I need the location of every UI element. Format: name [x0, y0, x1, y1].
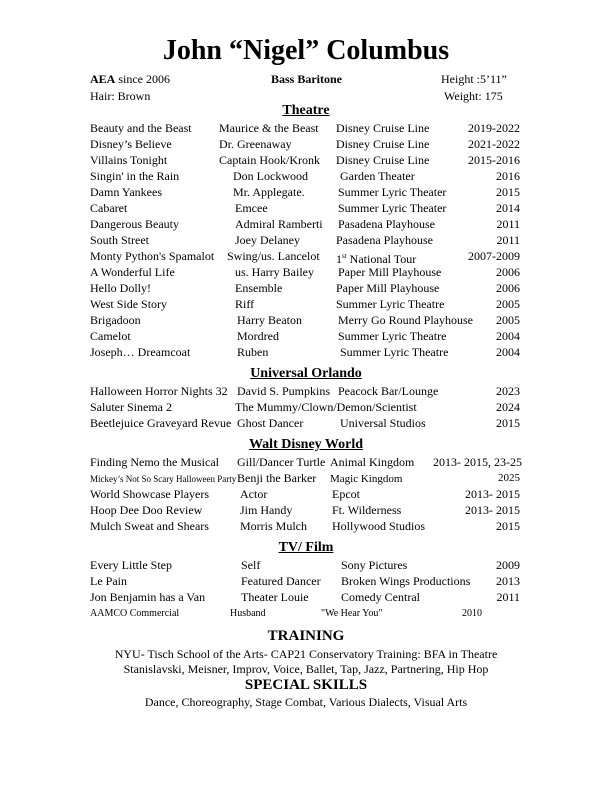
weight-stat: Weight: 175	[444, 89, 503, 103]
credit-year: 2013- 2015, 23-25	[433, 455, 522, 469]
credit-year: 2005	[496, 297, 520, 311]
credit-venue: Pasadena Playhouse	[338, 217, 435, 231]
credit-row	[0, 519, 612, 534]
credit-row	[0, 121, 612, 136]
credit-role: Actor	[240, 487, 268, 501]
credit-role: Maurice & the Beast	[219, 121, 319, 135]
credit-venue: Pasadena Playhouse	[336, 233, 433, 247]
credit-venue: Summer Lyric Theater	[338, 201, 447, 215]
credit-role: Jim Handy	[240, 503, 293, 517]
credit-role: David S. Pumpkins	[237, 384, 331, 398]
wdw-heading: Walt Disney World	[248, 437, 364, 452]
credit-row	[0, 201, 612, 216]
credit-role: Husband	[230, 608, 266, 619]
credit-show: Mickey’s Not So Scary Halloween Party	[90, 474, 237, 484]
credit-show: Singin' in the Rain	[90, 169, 180, 183]
credit-row	[0, 185, 612, 200]
credit-year: 2013- 2015	[465, 503, 520, 517]
hair-stat: Hair: Brown	[90, 89, 151, 103]
height-stat: Height :5’11”	[441, 72, 507, 86]
venue-ordinal: 1	[336, 252, 342, 266]
credit-row	[0, 169, 612, 184]
credit-role: Emcee	[235, 201, 268, 215]
credit-year: 2009	[496, 558, 520, 572]
credit-year: 2006	[496, 281, 520, 295]
credit-venue: Hollywood Studios	[332, 519, 426, 533]
training-methods: Stanislavski, Meisner, Improv, Voice, Ballet, Tap, Jazz, Partnering, Hip Hop	[123, 662, 489, 676]
credit-row	[0, 487, 612, 502]
credit-show: Beauty and the Beast	[90, 121, 192, 135]
credit-venue: Broken Wings Productions	[341, 574, 471, 588]
credit-year: 2021-2022	[468, 137, 520, 151]
credit-year: 2004	[496, 329, 520, 343]
credit-year: 2014	[496, 201, 520, 215]
credit-role: Featured Dancer	[241, 574, 321, 588]
credit-year: 2015	[496, 416, 520, 430]
credit-year: 2011	[496, 590, 520, 604]
credit-show: Halloween Horror Nights 32	[90, 384, 228, 398]
credit-show: Le Pain	[90, 574, 127, 588]
credit-row	[0, 455, 612, 470]
credit-row	[0, 329, 612, 344]
credit-role: Gill/Dancer Turtle	[237, 455, 326, 469]
credit-role: Ghost Dancer	[237, 416, 304, 430]
skills-heading: SPECIAL SKILLS	[244, 677, 368, 693]
credit-venue: Garden Theater	[340, 169, 415, 183]
credit-role: Joey Delaney	[235, 233, 300, 247]
credit-year: 2007-2009	[468, 249, 520, 263]
tvfilm-heading: TV/ Film	[278, 540, 334, 555]
credit-role: us. Harry Bailey	[235, 265, 314, 279]
universal-heading: Universal Orlando	[250, 366, 362, 381]
credit-show: Saluter Sinema 2	[90, 400, 172, 414]
venue-ordinal-suffix: st	[342, 252, 347, 260]
credit-role: Don Lockwood	[233, 169, 308, 183]
credit-year: 2023	[496, 384, 520, 398]
credit-show: Dangerous Beauty	[90, 217, 179, 231]
resume-name: John “Nigel” Columbus	[162, 35, 450, 66]
credit-row	[0, 137, 612, 152]
credit-year: 2013- 2015	[465, 487, 520, 501]
credit-role: Swing/us. Lancelot	[227, 249, 320, 263]
credit-venue: Summer Lyric Theatre	[336, 297, 445, 311]
credit-row	[0, 233, 612, 248]
credit-row	[0, 416, 612, 431]
training-heading: TRAINING	[267, 628, 345, 644]
credit-row	[0, 400, 612, 415]
credit-row	[0, 558, 612, 573]
credit-row	[0, 249, 612, 264]
credit-show: Damn Yankees	[90, 185, 162, 199]
credit-row	[0, 217, 612, 232]
credit-venue: Magic Kingdom	[330, 473, 403, 485]
credit-venue: Disney Cruise Line	[336, 137, 430, 151]
theatre-heading: Theatre	[282, 103, 330, 118]
credit-show: West Side Story	[90, 297, 168, 311]
credit-venue: Disney Cruise Line	[336, 121, 430, 135]
credit-show: Camelot	[90, 329, 131, 343]
credit-venue: Peacock Bar/Lounge	[338, 384, 439, 398]
credit-role: Benji the Barker	[237, 471, 317, 485]
credit-year: 2015	[496, 185, 520, 199]
credit-show: Villains Tonight	[90, 153, 168, 167]
credit-show: Monty Python's Spamalot	[90, 249, 215, 263]
credit-row	[0, 153, 612, 168]
credit-row	[0, 345, 612, 360]
credit-venue: Paper Mill Playhouse	[338, 265, 442, 279]
credit-show: Every Little Step	[90, 558, 172, 572]
credit-role: Harry Beaton	[237, 313, 302, 327]
venue-tour: National Tour	[346, 252, 417, 266]
credit-role: Admiral Ramberti	[235, 217, 323, 231]
credit-show: AAMCO Commercial	[90, 608, 180, 619]
credit-venue: Epcot	[332, 487, 360, 501]
credit-role: Ruben	[237, 345, 269, 359]
credit-role: Riff	[235, 297, 255, 311]
credit-year: 2006	[496, 265, 520, 279]
credit-role: The Mummy/Clown/Demon/Scientist	[235, 400, 417, 414]
credit-role: Mr. Applegate.	[233, 185, 305, 199]
credit-venue: Universal Studios	[340, 416, 426, 430]
credit-show: Brigadoon	[90, 313, 141, 327]
credit-show: Beetlejuice Graveyard Revue	[90, 416, 232, 430]
credit-show: Hello Dolly!	[90, 281, 151, 295]
credit-row	[0, 265, 612, 280]
credit-venue: Disney Cruise Line	[336, 153, 430, 167]
credit-venue: Merry Go Round Playhouse	[338, 313, 473, 327]
credit-year: 2024	[496, 400, 520, 414]
credit-row	[0, 297, 612, 312]
voice-type: Bass Baritone	[271, 72, 343, 86]
credit-show: World Showcase Players	[90, 487, 210, 501]
credit-year: 2011	[496, 217, 520, 231]
credit-year: 2005	[496, 313, 520, 327]
credit-show: Hoop Dee Doo Review	[90, 503, 203, 517]
credit-venue: Paper Mill Playhouse	[336, 281, 440, 295]
union-status	[90, 72, 170, 87]
credit-year: 2025	[498, 472, 520, 484]
credit-venue: "We Hear You"	[321, 608, 383, 619]
credit-year: 2013	[496, 574, 520, 588]
credit-show: Jon Benjamin has a Van	[90, 590, 206, 604]
credit-row	[0, 281, 612, 296]
credit-venue: Animal Kingdom	[330, 455, 415, 469]
credit-show: Joseph… Dreamcoat	[90, 345, 191, 359]
credit-role: Morris Mulch	[240, 519, 307, 533]
credit-show: South Street	[90, 233, 149, 247]
credit-row	[0, 574, 612, 589]
credit-year: 2004	[496, 345, 520, 359]
credit-show: Disney’s Believe	[90, 137, 172, 151]
credit-row	[0, 503, 612, 518]
credit-venue: Sony Pictures	[341, 558, 408, 572]
credit-venue: Summer Lyric Theatre	[338, 329, 447, 343]
credit-show: Finding Nemo the Musical	[90, 455, 219, 469]
credit-row	[0, 313, 612, 328]
credit-venue: Comedy Central	[341, 590, 420, 604]
credit-role: Mordred	[237, 329, 279, 343]
credit-role: Dr. Greenaway	[219, 137, 292, 151]
union-label: AEA	[90, 72, 116, 86]
credit-year: 2016	[496, 169, 520, 183]
credit-row	[0, 606, 612, 621]
credit-year: 2011	[496, 233, 520, 247]
union-since: since 2006	[115, 72, 170, 86]
credit-row	[0, 384, 612, 399]
credit-year: 2015-2016	[468, 153, 520, 167]
credit-year: 2019-2022	[468, 121, 520, 135]
credit-venue: Summer Lyric Theatre	[340, 345, 449, 359]
credit-year: 2010	[462, 608, 482, 619]
credit-show: Cabaret	[90, 201, 128, 215]
training-school: NYU- Tisch School of the Arts- CAP21 Conservatory Training: BFA in Theatre	[114, 647, 498, 661]
credit-show: Mulch Sweat and Shears	[90, 519, 209, 533]
credit-venue: Summer Lyric Theater	[338, 185, 447, 199]
credit-year: 2015	[496, 519, 520, 533]
credit-show: A Wonderful Life	[90, 265, 175, 279]
credit-role: Ensemble	[235, 281, 283, 295]
credit-venue: Ft. Wilderness	[332, 503, 402, 517]
credit-role: Theater Louie	[241, 590, 309, 604]
credit-row	[0, 590, 612, 605]
credit-role: Self	[241, 558, 261, 572]
credit-role: Captain Hook/Kronk	[219, 153, 320, 167]
skills-list: Dance, Choreography, Stage Combat, Various Dialects, Visual Arts	[144, 695, 468, 709]
credit-row	[0, 471, 612, 486]
